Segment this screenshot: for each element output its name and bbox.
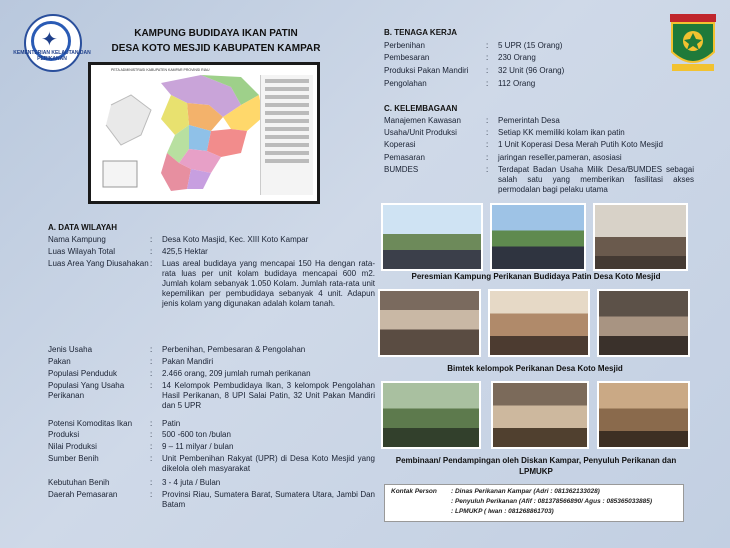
info-label: Sumber Benih [48, 454, 99, 463]
info-value: 32 Unit (96 Orang) [498, 66, 565, 75]
photo-inauguration-2 [490, 203, 586, 271]
info-colon: : [150, 419, 153, 428]
info-label: Kebutuhan Benih [48, 478, 110, 487]
info-value: 5 UPR (15 Orang) [498, 41, 563, 50]
caption-guidance: Pembinaan/ Pendampingan oleh Diskan Kampar, Penyuluh Perikanan dan LPMUKP [395, 456, 677, 476]
info-label: Manajemen Kawasan [384, 116, 461, 125]
info-label: Jenis Usaha [48, 345, 93, 354]
section-b-heading: B. TENAGA KERJA [384, 28, 458, 37]
info-label: Populasi Penduduk [48, 369, 117, 378]
photo-guidance-3 [597, 381, 690, 449]
info-value: 500 -600 ton /bulan [162, 430, 231, 439]
info-label: Usaha/Unit Produksi [384, 128, 457, 137]
info-label: Potensi Komoditas Ikan [48, 419, 133, 428]
info-colon: : [150, 430, 153, 439]
info-colon: : [150, 478, 153, 487]
ministry-text: KEMENTERIAN KELAUTAN DAN PERIKANAN [13, 50, 91, 62]
info-value: Pakan Mandiri [162, 357, 214, 366]
map-inset [103, 161, 137, 187]
info-label: Nilai Produksi [48, 442, 97, 451]
contact-box [384, 484, 684, 522]
info-label: Luas Wilayah Total [48, 247, 115, 256]
info-value: 230 Orang [498, 53, 536, 62]
info-colon: : [486, 53, 489, 62]
info-label: Pakan [48, 357, 71, 366]
info-colon: : [150, 235, 153, 244]
info-colon: : [150, 381, 153, 390]
info-value: Desa Koto Masjid, Kec. XIII Koto Kampar [162, 235, 309, 244]
info-colon: : [150, 259, 153, 268]
info-label: Nama Kampung [48, 235, 106, 244]
info-value: Provinsi Riau, Sumatera Barat, Sumatera Utara, Jambi Dan Batam [162, 490, 375, 509]
page-title [96, 26, 336, 56]
info-value: jaringan reseller,pameran, asosiasi [498, 153, 622, 162]
info-label: Pembesaran [384, 53, 430, 62]
info-colon: : [150, 357, 153, 366]
info-value: 112 Orang [498, 79, 536, 88]
info-colon: : [486, 140, 489, 149]
photo-training-1 [378, 289, 481, 357]
photo-training-3 [597, 289, 690, 357]
info-label: Koperasi [384, 140, 416, 149]
contact-line-3: : LPMUKP ( Iwan : 081268861703) [451, 508, 554, 515]
photo-inauguration-1 [381, 203, 483, 271]
info-label: Perbenihan [384, 41, 425, 50]
info-value: 3 - 4 juta / Bulan [162, 478, 221, 487]
photo-guidance-2 [491, 381, 589, 449]
info-colon: : [486, 153, 489, 162]
map-title: PETA ADMINISTRASI KABUPATEN KAMPAR PROVINSI RIAU [111, 68, 210, 72]
photo-guidance-1 [381, 381, 481, 449]
info-label: BUMDES [384, 165, 419, 174]
info-colon: : [150, 490, 153, 499]
caption-inauguration: Peresmian Kampung Perikanan Budidaya Patin Desa Koto Mesjid [411, 272, 661, 281]
info-label: Luas Area Yang Diusahakan [48, 259, 149, 268]
info-label: Pengolahan [384, 79, 427, 88]
info-value: Terdapat Badan Usaha Milik Desa/BUMDES sebagai salah satu yang memberikan fasilitasi akses permodalan bagi pelaku utama [498, 165, 694, 194]
title-line-1: KAMPUNG BUDIDAYA IKAN PATIN [134, 28, 298, 39]
info-value: Perbenihan, Pembesaran & Pengolahan [162, 345, 306, 354]
kkp-logo-icon: ✦ [24, 14, 82, 72]
info-value: 1 Unit Koperasi Desa Merah Putih Koto Mesjid [498, 140, 663, 149]
info-label: Produksi Pakan Mandiri [384, 66, 469, 75]
contact-label: Kontak Person [391, 488, 437, 495]
info-colon: : [486, 128, 489, 137]
info-label: Produksi [48, 430, 80, 439]
info-colon: : [486, 116, 489, 125]
contact-line-2: : Penyuluh Perikanan (Afif : 081378566890/ Agus : 085365033885) [451, 498, 652, 505]
info-colon: : [486, 66, 489, 75]
photo-inauguration-3 [593, 203, 688, 271]
photo-training-2 [488, 289, 590, 357]
map-region [207, 129, 247, 157]
section-c-heading: C. KELEMBAGAAN [384, 104, 458, 113]
info-value: Unit Pembenihan Rakyat (UPR) di Desa Koto Mesjid yang dikelola oleh masyarakat [162, 454, 375, 473]
info-label: Populasi Yang Usaha Perikanan [48, 381, 125, 400]
map-neighbor [106, 95, 151, 145]
info-value: Setiap KK memiliki kolam ikan patin [498, 128, 625, 137]
info-label: Pemasaran [384, 153, 425, 162]
info-value: Patin [162, 419, 181, 428]
info-colon: : [150, 454, 153, 463]
region-map [88, 62, 320, 204]
info-value: 9 – 11 milyar / bulan [162, 442, 234, 451]
section-a-heading: A. DATA WILAYAH [48, 223, 118, 232]
info-colon: : [150, 247, 153, 256]
title-line-2: DESA KOTO MESJID KABUPATEN KAMPAR [111, 43, 321, 54]
info-value: 2.466 orang, 209 jumlah rumah perikanan [162, 369, 311, 378]
info-value: 425,5 Hektar [162, 247, 208, 256]
info-value: 14 Kelompok Pembudidaya Ikan, 3 kelompok Pengolahan Hasil Perikanan, 8 UPI Salai Patin, 32 Unit Pakan Mandiri dan 5 UPR [162, 381, 375, 410]
info-colon: : [150, 345, 153, 354]
contact-line-1: : Dinas Perikanan Kampar (Adri : 081362133028) [451, 488, 600, 495]
info-colon: : [486, 165, 489, 174]
info-label: Daerah Pemasaran [48, 490, 118, 499]
info-value: Pemerintah Desa [498, 116, 560, 125]
map-legend [260, 75, 313, 195]
info-colon: : [150, 369, 153, 378]
kampar-emblem-icon [668, 14, 718, 74]
info-colon: : [486, 41, 489, 50]
info-colon: : [150, 442, 153, 451]
info-colon: : [486, 79, 489, 88]
caption-training: Bimtek kelompok Perikanan Desa Koto Mesjid [447, 364, 623, 373]
info-value: Luas areal budidaya yang mencapai 150 Ha dengan rata-rata luas per unit kolam budidaya mencapai 600 m2. Jumlah kolam sebanyak 1.050 Kolam. Jumlah rata-rata unit kepemilikan per pembudidaya sebanyak 4 unit. Adapun jenis kolam yang digunakan adalah kolam tanah. [162, 259, 375, 308]
